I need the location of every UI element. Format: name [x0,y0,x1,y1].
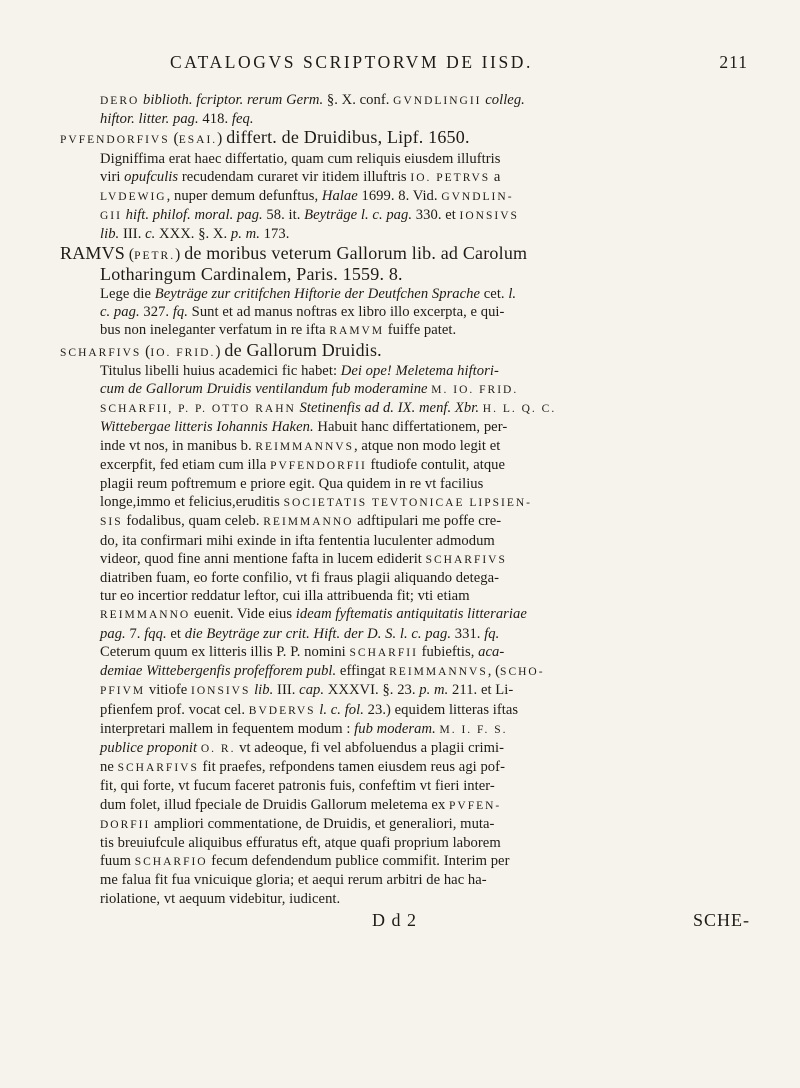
text-segment: longe,immo et felicius,eruditis [100,494,284,511]
text-line [60,168,760,187]
text-segment: fit praefes, refpondens tamen eiusdem reus agi pof- [198,759,505,776]
italic-text: aca- [478,643,505,660]
text-segment: recudendam curaret vir itidem illuftris [178,168,411,185]
text-line [60,796,760,815]
italic-text: Stetinenfis ad d. IX. menf. Xbr. [299,400,480,417]
text-segment: inde vt nos, in manibus b. [100,437,256,454]
author-name: PETR. [134,249,176,262]
italic-text: p. m. [419,682,449,699]
text-segment: differt. de Druidibus, Lipf. 1650. [226,127,470,148]
text-line [60,643,760,662]
author-name: DORFII [100,818,151,831]
text-line [60,890,760,908]
author-name: RAMVM [329,325,385,338]
author-name: PVFEN- [449,799,502,812]
author-name: H. L. Q. C. [482,403,557,416]
page-footer [60,910,760,931]
text-segment: de Gallorum Druidis. [224,339,382,360]
text-line [60,605,760,624]
catalog-text [60,91,760,908]
italic-text: cap. [299,682,325,699]
text-segment: bus non ineleganter verfatum in re ifta [100,322,330,339]
italic-text: p. m. [230,226,260,243]
text-line [60,110,760,128]
text-line [60,321,760,340]
text-line [60,681,760,700]
text-segment: euenit. Vide eius [190,606,296,623]
italic-text: fqq. [144,625,167,642]
text-segment: , atque non modo legit et [353,437,501,454]
text-segment: ) [175,245,185,263]
text-line [60,380,760,399]
text-segment: ) [217,130,227,148]
author-name: SCHARFIVS [117,762,199,775]
text-segment: ftudiofe contulit, atque [366,456,506,473]
author-name: SCHARFIVS [60,346,142,359]
author-name: DERO [100,95,140,107]
text-segment: cet. [480,286,509,303]
text-segment: fodalibus, quam celeb. [122,513,264,530]
italic-text: c. pag. [100,304,140,321]
author-name: SOCIETATIS TEVTONICAE LIPSIEN- [283,497,532,510]
author-name: SCHO- [500,666,545,679]
italic-text: fub moderam. [354,720,436,737]
italic-text: feq. [231,111,254,128]
catchword: SCHE- [692,909,750,930]
author-name: REIMMANNVS [255,440,354,453]
author-name: PVFENDORFIVS [60,134,170,147]
text-segment: tis breuiufcule aliquibus effuratus eft, atque quafi proprium laborem [100,834,501,851]
author-name: ESAI. [178,134,218,147]
text-segment: §. X. conf. [323,92,394,108]
italic-text: fq. [172,304,188,321]
text-segment: adftipulari me poffe cre- [353,513,502,530]
text-line [60,758,760,777]
author-name: REIMMANNVS [389,666,488,679]
text-segment: 418. [198,111,232,128]
running-header [170,52,748,73]
italic-text: Wittebergae litteris Iohannis Haken. [100,419,314,436]
author-name: GII [100,210,122,223]
author-name: PFIVM [100,685,146,698]
running-title: CATALOGVS SCRIPTORVM DE IISD. [170,52,534,72]
italic-text: Beyträge zur critifchen Hiftorie der Deutfchen Sprache [154,286,481,303]
text-line [60,625,760,643]
author-name: SCHARFII [349,646,418,659]
italic-text: opufculis [124,168,179,185]
text-segment: 327. [139,304,173,321]
text-segment: Ceterum quum ex litteris illis P. P. nomini [100,643,350,660]
text-segment: 58. it. [262,207,305,224]
author-name: IONSIVS [459,210,519,223]
author-name: IONSIVS [191,685,251,698]
text-segment: 331. [451,625,485,642]
italic-text: lib. [100,226,120,243]
text-line [60,285,760,303]
text-segment: fuum [100,853,135,870]
text-line [60,739,760,758]
text-line [60,475,760,493]
author-name: REIMMANNO [100,609,191,622]
author-name: SCHARFII, P. P. OTTO RAHN [100,403,296,416]
italic-text: Beyträge l. c. pag. [304,207,413,224]
text-segment: ( [125,245,135,263]
text-segment: Digniffima erat haec differtatio, quam cum reliquis eiusdem illuftris [100,150,501,167]
author-name: O. R. [200,742,236,755]
text-segment: pfienfem prof. vocat cel. [100,701,249,718]
text-segment: RAMVS [60,242,126,263]
italic-text: c. [145,226,156,243]
text-segment: Titulus libelli huius academici fic habet: [100,362,341,379]
author-name: M. I. F. S. [439,723,508,736]
author-name: LVDEWIG [100,191,167,204]
text-segment: riolatione, vt aequum videbitur, iudicent. [100,890,341,907]
italic-text: Halae [321,188,358,205]
signature-mark: D d 2 [372,909,417,930]
text-segment: fecum defendendum publice commifit. Interim per [207,853,510,870]
text-line [60,303,760,321]
text-line [60,150,760,168]
text-line [60,550,760,569]
author-name: SIS [100,516,123,529]
text-line [60,720,760,739]
text-segment: Sunt et ad manus noftras ex libro illo excerpta, e qui- [187,304,505,321]
text-line [60,701,760,720]
italic-text: hiftor. litter. pag. [100,111,199,128]
text-segment: ( [141,342,151,360]
text-segment: excerpfit, fed etiam cum illa [100,456,271,473]
text-segment: , ( [487,663,501,680]
italic-text: ideam fyftematis antiquitatis litterariae [295,606,527,623]
italic-text: publice proponit [100,739,198,756]
text-line [60,418,760,436]
text-line [60,569,760,587]
text-segment: fuiffe patet. [384,322,457,339]
text-line [60,871,760,889]
text-line [60,493,760,512]
text-segment: 7. [125,625,145,642]
author-name: IO. FRID. [150,346,216,359]
text-segment: dum folet, illud fpeciale de Druidis Gallorum meletema ex [100,796,449,813]
text-line [60,834,760,852]
text-segment: ) [215,342,225,360]
author-name: M. IO. FRID. [431,384,519,397]
text-segment: interpretari mallem in fequentem modum : [100,720,355,737]
text-segment: ne [100,759,118,776]
author-name: GVNDLINGII [393,95,482,107]
text-segment: ( [169,130,179,148]
text-segment: XXXVI. §. 23. [324,682,420,699]
text-segment: et [166,625,185,642]
author-name: SCHARFIO [134,856,208,869]
italic-text: l. [508,286,517,303]
text-segment: tur eo incertior reddatur leftor, cui illa attribuenda fit; vti etiam [100,588,470,605]
text-segment: a [490,168,501,185]
author-name: SCHARFIVS [425,553,507,566]
text-line [60,587,760,605]
text-line [60,265,760,285]
text-line [60,662,760,681]
text-line [60,512,760,531]
italic-text: cum de Gallorum Druidis ventilandum fub moderamine [100,381,428,398]
italic-text: fq. [484,625,500,642]
page-number: 211 [719,52,748,72]
text-segment: 330. et [412,207,460,224]
text-segment: , nuper demum defunftus, [166,188,322,205]
text-segment: de moribus veterum Gallorum lib. ad Carolum [184,242,528,263]
text-line [60,777,760,795]
italic-text: pag. [100,625,126,642]
italic-text: biblioth. fcriptor. rerum Germ. [143,92,324,108]
text-line [60,206,760,225]
text-line [60,187,760,206]
author-name: BVDERVS [248,704,316,717]
text-segment: ampliori commentatione, de Druidis, et generaliori, muta- [150,815,495,832]
text-segment: fit, qui forte, vt fucum faceret patronis fuis, confeftim vt fieri inter- [100,778,495,795]
text-line [60,362,760,380]
text-line [60,815,760,834]
text-segment: fubieftis, [417,643,479,660]
text-line [60,437,760,456]
text-segment: XXX. §. X. [155,226,231,243]
text-segment: 173. [259,226,290,243]
text-segment: effingat [336,663,390,680]
italic-text: hift. philof. moral. pag. [125,207,263,224]
text-segment: 23.) equidem litteras iftas [363,701,519,718]
text-segment: III. [273,682,300,699]
italic-text: colleg. [485,92,525,108]
italic-text: lib. [254,682,274,699]
text-segment: vt adeoque, fi vel abfoluendus a plagii crimi- [235,739,505,756]
author-name: REIMMANNO [263,516,354,529]
text-line [60,244,760,265]
author-name: GVNDLIN- [441,191,514,204]
text-segment: Lotharingum Cardinalem, Paris. 1559. 8. [100,263,403,284]
text-segment: vitiofe [145,682,191,699]
italic-text: Dei ope! Meletema hiftori- [340,362,499,379]
author-name: PVFENDORFII [270,459,367,472]
italic-text: l. c. fol. [319,701,364,718]
text-line [60,128,760,149]
text-line [60,399,760,418]
author-name: IO. PETRVS [410,171,491,184]
text-segment: do, ita confirmari mihi exinde in ifta fententia luculenter admodum [100,532,495,549]
text-segment: Habuit hanc differtationem, per- [313,419,508,436]
text-line [60,456,760,475]
text-line [60,852,760,871]
text-line [60,91,760,110]
text-segment: III. [119,226,146,243]
text-line [60,532,760,550]
text-segment: viri [100,168,125,185]
text-segment: me falua fit fua vnicuique gloria; et aequi rerum arbitri de hac ha- [100,872,487,889]
italic-text: demiae Wittebergenfis profefforem publ. [100,663,337,680]
text-segment: 1699. 8. Vid. [357,188,442,205]
text-line [60,225,760,243]
text-segment: videor, quod fine anni mentione fafta in lucem ediderit [100,550,426,567]
text-segment: plagii reum poftremum e priore egit. Qua quidem in re vt facilius [100,476,484,493]
text-segment: 211. et Li- [448,682,514,699]
text-line [60,341,760,362]
italic-text: die Beyträge zur crit. Hift. der D. S. l. c. pag. [184,625,452,642]
text-segment: Lege die [100,286,155,303]
text-segment: diatriben fuam, eo forte confilio, vt fi fraus plagii aliquando detega- [100,570,500,587]
